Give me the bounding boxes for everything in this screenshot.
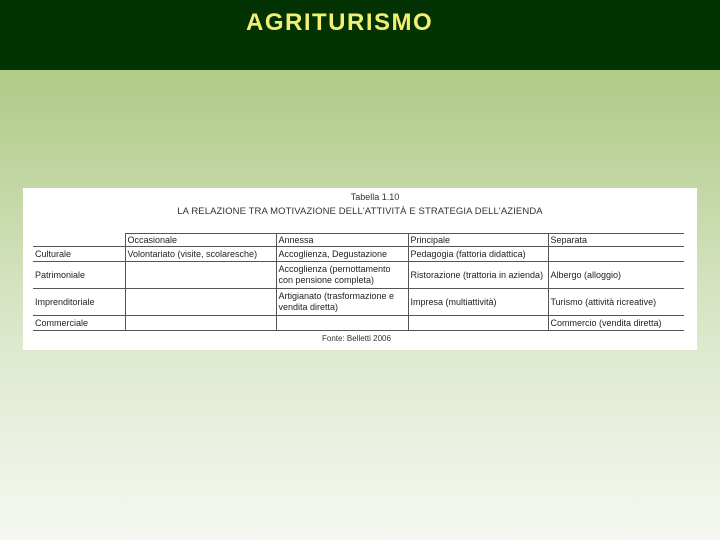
table-cell: Commercio (vendita diretta) (548, 316, 684, 331)
header-cell: Occasionale (125, 234, 276, 247)
table-cell (548, 247, 684, 262)
table-cell (408, 316, 548, 331)
table-cell: Pedagogia (fattoria didattica) (408, 247, 548, 262)
table-cell: Accoglienza (pernottamento con pensione completa) (276, 262, 408, 289)
table-label: Tabella 1.10 (350, 192, 400, 202)
table-cell (125, 316, 276, 331)
header-cell: Principale (408, 234, 548, 247)
table-cell: Accoglienza, Degustazione (276, 247, 408, 262)
table-cell: Ristorazione (trattoria in azienda) (408, 262, 548, 289)
relation-table (33, 233, 684, 331)
table-cell: Impresa (multiattività) (408, 289, 548, 316)
header-cell: Annessa (276, 234, 408, 247)
table-cell (125, 262, 276, 289)
title-bar (0, 0, 720, 70)
table-cell: Turismo (attività ricreative) (548, 289, 684, 316)
table-heading: LA RELAZIONE TRA MOTIVAZIONE DELL'ATTIVITÀ E STRATEGIA DELL'AZIENDA (177, 206, 543, 217)
table-row (33, 316, 684, 331)
row-label: Commerciale (33, 316, 125, 331)
table-cell: Volontariato (visite, scolaresche) (125, 247, 276, 262)
slide-title: AGRITURISMO (246, 9, 434, 36)
table-cell (125, 289, 276, 316)
table-cell: Artigianato (trasformazione e vendita diretta) (276, 289, 408, 316)
header-cell: Separata (548, 234, 684, 247)
table-source: Fonte: Belletti 2006 (322, 334, 391, 343)
row-label: Culturale (33, 247, 125, 262)
table-figure (23, 188, 697, 350)
table-header-row (33, 234, 684, 247)
table-cell: Albergo (alloggio) (548, 262, 684, 289)
table-row (33, 247, 684, 262)
row-label: Patrimoniale (33, 262, 125, 289)
row-label: Imprenditoriale (33, 289, 125, 316)
table-row (33, 262, 684, 289)
table-cell (276, 316, 408, 331)
header-cell (33, 234, 125, 247)
table-row (33, 289, 684, 316)
